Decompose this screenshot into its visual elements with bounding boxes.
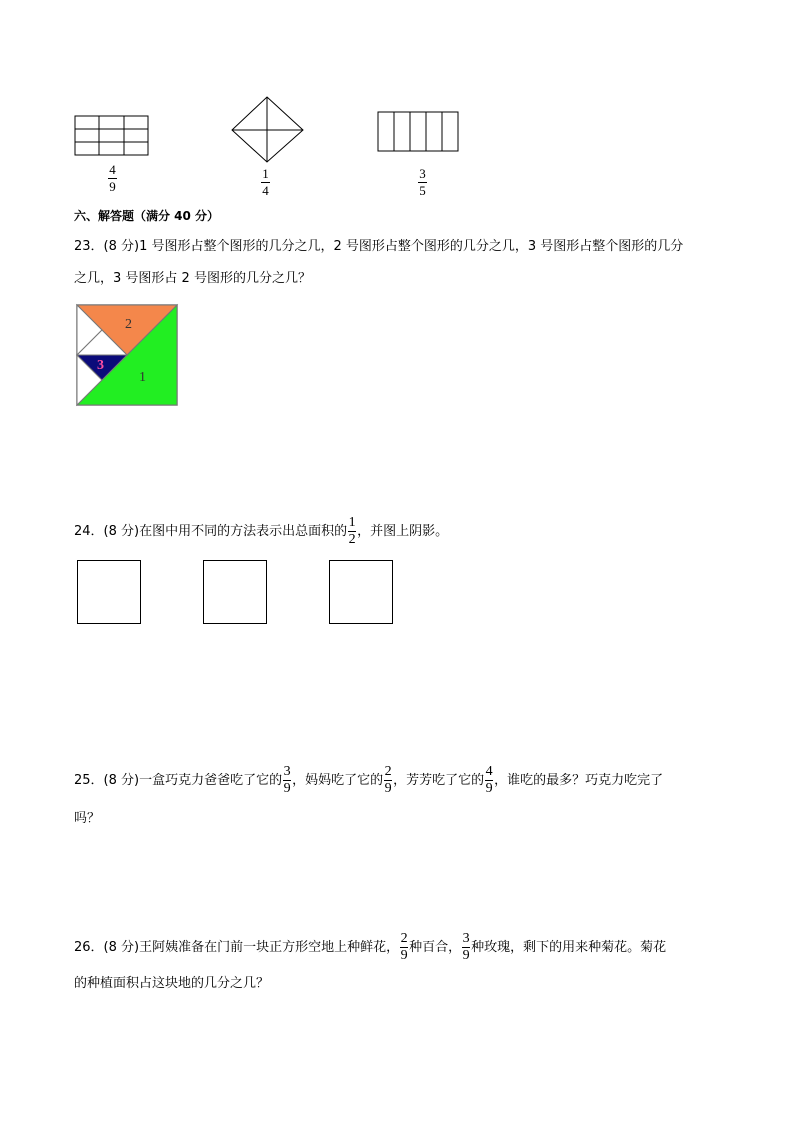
q25-fraction-1: $\frac{3}{9}$ [283, 764, 291, 796]
q25-line1: 25．(8 分)一盒巧克力爸爸吃了它的 $\frac{3}{9}$ ，妈妈吃了它的 $\frac{2}{9}$ ，芳芳吃了它的 $\frac{4}{9}$ ，谁吃的最多？巧克力吃完了 [74, 764, 664, 796]
fraction-1-4: 1 4 [262, 166, 269, 198]
grid-figure [74, 115, 150, 157]
tangram-label-2: 2 [125, 317, 132, 332]
answer-square-3[interactable] [329, 560, 393, 624]
fraction-4-9: 4 9 [109, 162, 116, 194]
q26-line2: 的种植面积占这块地的几分之几？ [74, 976, 270, 991]
diamond-figure [230, 95, 306, 165]
answer-square-1[interactable] [77, 560, 141, 624]
q24-text: 24．(8 分)在图中用不同的方法表示出总面积的 $\frac{1}{2}$ ，并图上阴影。 [74, 515, 449, 547]
q25-fraction-3: $\frac{4}{9}$ [485, 764, 493, 796]
fraction-3-5: 3 5 [419, 166, 426, 198]
q23-line1: 23．(8 分)1 号图形占整个图形的几分之几，2 号图形占整个图形的几分之几，3 号图形占整个图形的几分 [74, 239, 684, 254]
section-heading: 六、解答题（满分 40 分） [74, 209, 220, 223]
strip-figure [377, 111, 461, 153]
q24-fraction: $\frac{1}{2}$ [348, 515, 356, 547]
answer-square-2[interactable] [203, 560, 267, 624]
tangram-figure [76, 303, 180, 407]
q25-line2: 吗？ [74, 811, 101, 826]
tangram-label-1: 1 [139, 370, 146, 385]
q26-line1: 26．(8 分)王阿姨准备在门前一块正方形空地上种鲜花， $\frac{2}{9}$ 种百合， $\frac{3}{9}$ 种玫瑰，剩下的用来种菊花。菊花 [74, 931, 667, 963]
q26-fraction-1: $\frac{2}{9}$ [400, 931, 408, 963]
q26-fraction-2: $\frac{3}{9}$ [462, 931, 470, 963]
tangram-label-3: 3 [97, 358, 104, 373]
q25-fraction-2: $\frac{2}{9}$ [384, 764, 392, 796]
q23-line2: 之几，3 号图形占 2 号图形的几分之几？ [74, 271, 311, 286]
